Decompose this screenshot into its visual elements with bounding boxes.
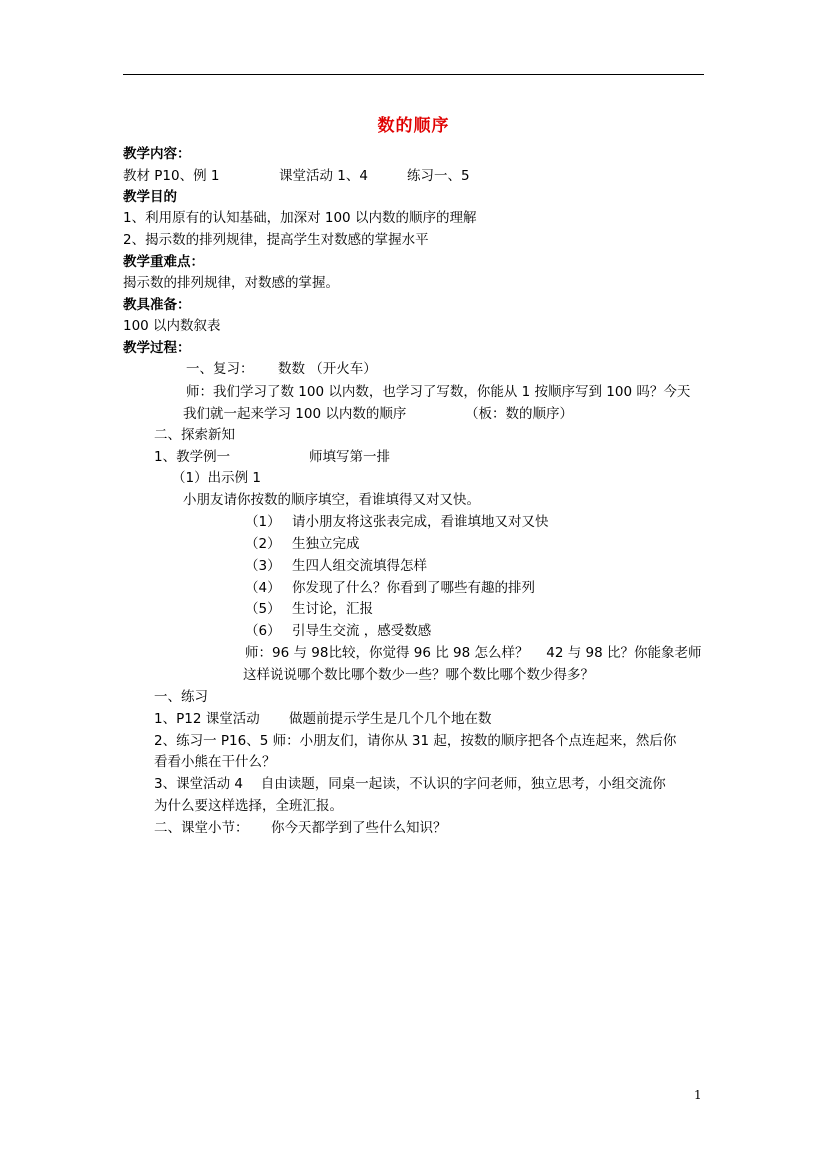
step-number: （3） — [245, 558, 281, 574]
review-line — [186, 359, 377, 379]
practice-item: 2、练习一 P16、5 师：小朋友们，请你从 31 起，按数的顺序把各个点连起来，然后你 — [154, 733, 677, 749]
page-title: 数的顺序 — [377, 116, 450, 136]
step-text: 引导生交流 ，感受数感 — [292, 623, 432, 639]
explore-heading: 二、探索新知 — [154, 427, 235, 443]
compare-line: 师：96 与 98比较，你觉得 96 比 98 怎么样？ 42 与 98 比？你能象老师 — [245, 645, 702, 661]
practice-note: 做题前提示学生是几个几个地在数 — [289, 711, 492, 727]
step-item — [245, 556, 427, 576]
step-item — [245, 534, 360, 554]
step-text: 你发现了什么？你看到了哪些有趣的排列 — [292, 580, 535, 596]
tools-text: 100 以内数叙表 — [123, 318, 221, 334]
example-line — [154, 447, 390, 467]
step-text: 生讨论，汇报 — [292, 601, 373, 617]
summary-question: 你今天都学到了些什么知识？ — [271, 820, 447, 836]
difficulty-heading: 教学重难点： — [123, 254, 204, 270]
review-activity: 数数 （开火车） — [278, 361, 377, 377]
step-text: 生独立完成 — [292, 536, 360, 552]
practice-item — [154, 709, 492, 729]
practice-item: 3、课堂活动 4 自由读题，同桌一起读，不认识的字问老师，独立思考，小组交流你 — [154, 776, 666, 792]
review-label: 一、复习： — [186, 361, 254, 377]
example-label: 1、教学例一 — [154, 449, 231, 465]
process-heading: 教学过程： — [123, 340, 191, 356]
tools-heading: 教具准备： — [123, 297, 191, 313]
review-teacher-text: 我们就一起来学习 100 以内数的顺序 — [183, 406, 407, 422]
difficulty-text: 揭示数的排列规律，对数感的掌握。 — [123, 275, 339, 291]
goal-item: 1、利用原有的认知基础，加深对 100 以内数的顺序的理解 — [123, 210, 477, 226]
summary-label: 二、课堂小节： — [154, 820, 249, 836]
summary-line — [154, 818, 447, 838]
show-example: （1）出示例 1 — [172, 470, 261, 486]
step-item — [245, 621, 432, 641]
step-number: （2） — [245, 536, 281, 552]
step-text: 请小朋友将这张表完成，看谁填地又对又快 — [292, 514, 549, 530]
practice-label: 1、P12 课堂活动 — [154, 711, 260, 727]
review-teacher-line — [183, 404, 573, 424]
step-number: （1） — [245, 514, 281, 530]
goal-item: 2、揭示数的排列规律，提高学生对数感的掌握水平 — [123, 232, 429, 248]
step-item — [245, 512, 549, 532]
step-number: （6） — [245, 623, 281, 639]
review-teacher-line: 师：我们学习了数 100 以内数，也学习了写数，你能从 1 按顺序写到 100 吗？今天 — [186, 384, 691, 400]
header-rule — [123, 74, 704, 75]
example-prompt: 小朋友请你按数的顺序填空，看谁填得又对又快。 — [183, 492, 480, 508]
content-activities: 课堂活动 1、4 — [279, 168, 368, 184]
step-item — [245, 578, 535, 598]
step-number: （5） — [245, 601, 281, 617]
board-note: （板：数的顺序） — [465, 406, 573, 422]
practice-heading: 一、练习 — [154, 689, 208, 705]
practice-item-continued: 为什么要这样选择，全班汇报。 — [154, 798, 343, 814]
practice-item-continued: 看看小熊在干什么？ — [154, 754, 276, 770]
content-line — [123, 166, 470, 186]
content-materials: 教材 P10、例 1 — [123, 168, 220, 184]
step-text: 生四人组交流填得怎样 — [292, 558, 427, 574]
page-number: 1 — [694, 1088, 702, 1102]
content-heading: 教学内容： — [123, 146, 191, 162]
example-note: 师填写第一排 — [309, 449, 390, 465]
step-item — [245, 599, 373, 619]
goal-heading: 教学目的 — [123, 189, 177, 205]
step-number: （4） — [245, 580, 281, 596]
compare-line: 这样说说哪个数比哪个数少一些？哪个数比哪个数少得多？ — [243, 667, 594, 683]
content-exercise: 练习一、5 — [407, 168, 470, 184]
